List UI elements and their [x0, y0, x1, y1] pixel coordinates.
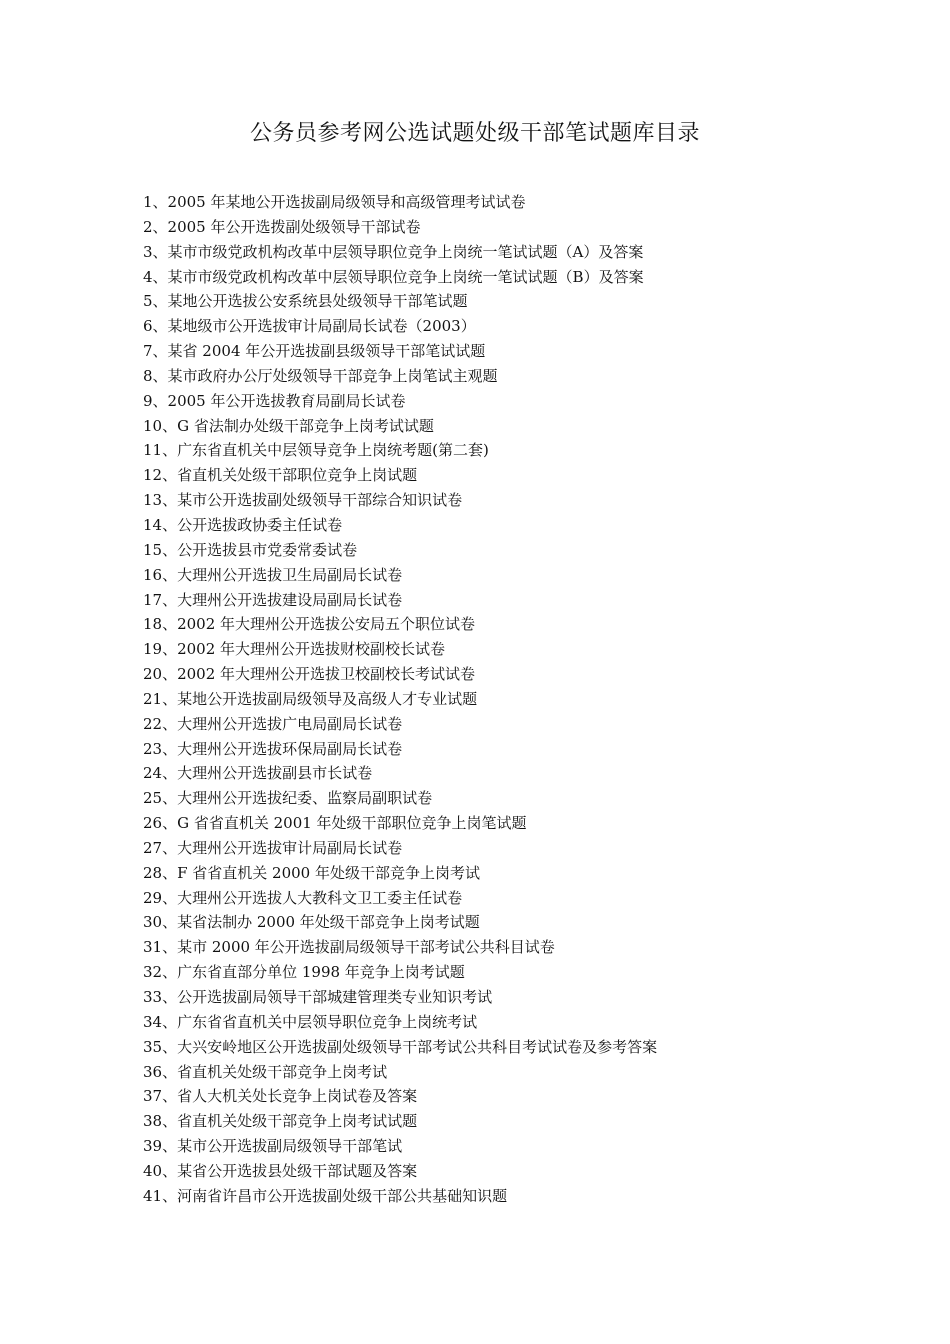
toc-item: 36、省直机关处级干部竞争上岗考试 — [143, 1062, 388, 1081]
toc-item: 22、大理州公开选拔广电局副局长试卷 — [143, 714, 403, 733]
document-title: 公务员参考网公选试题处级干部笔试题库目录 — [249, 121, 700, 146]
table-of-contents — [143, 190, 843, 1209]
toc-item: 15、公开选拔县市党委常委试卷 — [143, 540, 358, 559]
toc-item: 21、某地公开选拔副局级领导及高级人才专业试题 — [143, 689, 478, 708]
toc-item: 14、公开选拔政协委主任试卷 — [143, 515, 343, 534]
toc-item: 33、公开选拔副局领导干部城建管理类专业知识考试 — [143, 988, 493, 1006]
toc-item: 30、某省法制办 2000 年处级干部竞争上岗考试题 — [143, 913, 480, 932]
toc-item: 38、省直机关处级干部竞争上岗考试试题 — [143, 1112, 418, 1131]
toc-item: 7、某省 2004 年公开选拔副县级领导干部笔试试题 — [143, 342, 486, 361]
toc-item: 28、F 省省直机关 2000 年处级干部竞争上岗考试 — [143, 863, 480, 882]
toc-item: 32、广东省直部分单位 1998 年竞争上岗考试题 — [143, 963, 465, 982]
toc-item: 25、大理州公开选拔纪委、监察局副职试卷 — [143, 789, 433, 808]
toc-item: 10、G 省法制办处级干部竞争上岗考试试题 — [143, 416, 434, 435]
toc-item: 40、某省公开选拔县处级干部试题及答案 — [143, 1161, 418, 1180]
toc-item: 37、省人大机关处长竞争上岗试卷及答案 — [143, 1087, 418, 1106]
toc-item: 19、2002 年大理州公开选拔财校副校长试卷 — [143, 640, 446, 659]
toc-item: 31、某市 2000 年公开选拔副局级领导干部考试公共科目试卷 — [143, 938, 555, 957]
toc-item: 24、大理州公开选拔副县市长试卷 — [143, 764, 373, 783]
toc-item: 34、广东省省直机关中层领导职位竞争上岗统考试 — [143, 1012, 478, 1031]
toc-item: 16、大理州公开选拔卫生局副局长试卷 — [143, 565, 403, 584]
toc-item: 13、某市公开选拔副处级领导干部综合知识试卷 — [143, 491, 463, 510]
toc-item: 23、大理州公开选拔环保局副局长试卷 — [143, 739, 403, 758]
toc-item: 11、广东省直机关中层领导竞争上岗统考题(第二套) — [143, 441, 489, 460]
toc-item: 12、省直机关处级干部职位竞争上岗试题 — [143, 466, 418, 485]
toc-item: 18、2002 年大理州公开选拔公安局五个职位试卷 — [143, 615, 476, 634]
toc-item: 35、大兴安岭地区公开选拔副处级领导干部考试公共科目考试试卷及参考答案 — [143, 1037, 658, 1056]
toc-item: 27、大理州公开选拔审计局副局长试卷 — [143, 838, 403, 857]
toc-item: 39、某市公开选拔副局级领导干部笔试 — [143, 1137, 403, 1156]
toc-item: 29、大理州公开选拔人大教科文卫工委主任试卷 — [143, 888, 463, 907]
toc-item: 6、某地级市公开选拔审计局副局长试卷（2003） — [143, 317, 476, 336]
toc-item: 9、2005 年公开选拔教育局副局长试卷 — [143, 391, 406, 410]
toc-item: 17、大理州公开选拔建设局副局长试卷 — [143, 590, 403, 609]
toc-item: 2、2005 年公开选拨副处级领导干部试卷 — [143, 217, 421, 236]
toc-item: 4、某市市级党政机构改革中层领导职位竞争上岗统一笔试试题（B）及答案 — [143, 267, 644, 286]
toc-item: 41、河南省许昌市公开选拔副处级干部公共基础知识题 — [143, 1186, 508, 1205]
toc-item: 3、某市市级党政机构改革中层领导职位竞争上岗统一笔试试题（A）及答案 — [143, 242, 644, 261]
toc-item: 5、某地公开选拔公安系统县处级领导干部笔试题 — [143, 292, 468, 311]
toc-item: 26、G 省省直机关 2001 年处级干部职位竞争上岗笔试题 — [143, 814, 527, 833]
toc-item: 20、2002 年大理州公开选拔卫校副校长考试试卷 — [143, 665, 476, 684]
toc-item: 1、2005 年某地公开选拔副局级领导和高级管理考试试卷 — [143, 193, 526, 211]
toc-item: 8、某市政府办公厅处级领导干部竞争上岗笔试主观题 — [143, 366, 498, 385]
